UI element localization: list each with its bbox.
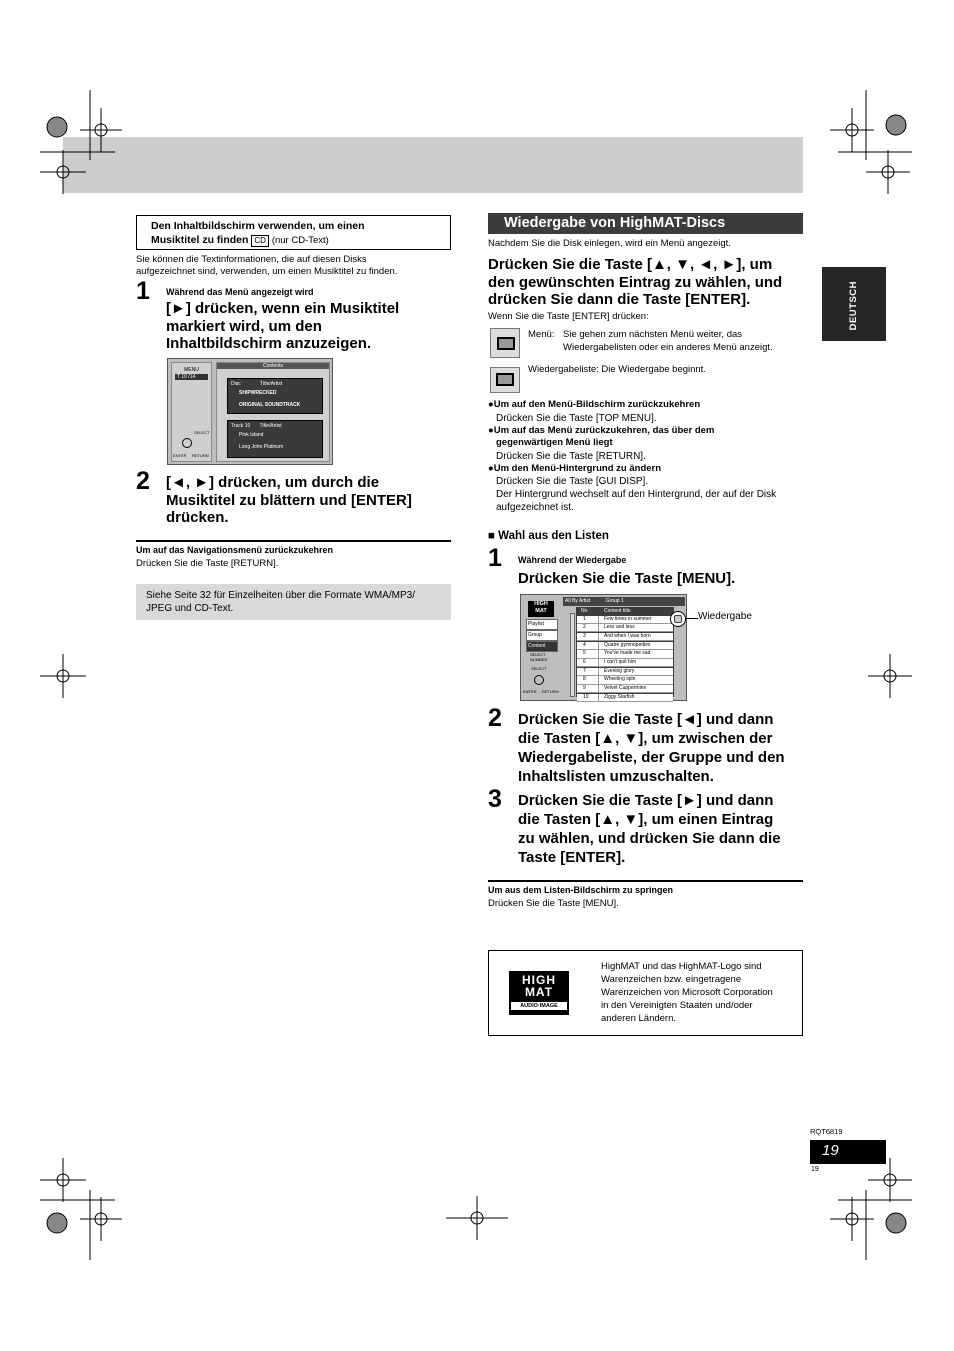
osd-breadcrumb xyxy=(563,597,685,606)
note-line: Siehe Seite 32 für Einzelheiten über die Formate WMA/MP3/ xyxy=(146,590,416,601)
header-bar xyxy=(63,137,803,193)
doc-code: RQT6819 xyxy=(810,1127,843,1136)
osd-list-header xyxy=(576,607,674,615)
playlist-icon xyxy=(490,367,520,393)
step2-title xyxy=(518,710,808,786)
main-instruction xyxy=(488,256,808,309)
step2-title xyxy=(166,474,456,527)
table-row xyxy=(577,633,673,641)
row-number: 5 xyxy=(577,650,599,657)
osd-select-label: SELECT xyxy=(194,430,210,435)
osd-main xyxy=(216,362,330,462)
osd-crumb: All By Artist xyxy=(565,598,591,604)
table-row xyxy=(577,624,673,632)
section-title: Wiedergabe von HighMAT-Discs xyxy=(488,213,803,234)
page-number-small: 19 xyxy=(811,1166,819,1173)
row-number: 4 xyxy=(577,642,599,649)
row-title: Velvet Cuppermine xyxy=(604,685,647,692)
osd-disc-label: Disc xyxy=(231,381,241,387)
table-row xyxy=(577,676,673,684)
divider xyxy=(136,540,451,542)
row-number: 9 xyxy=(577,685,599,692)
page-number: 19 xyxy=(810,1140,886,1164)
step-title-line: Inhaltslisten umzuschalten. xyxy=(518,768,714,785)
table-row xyxy=(577,694,673,702)
trademark-text xyxy=(601,960,797,1025)
cd-badge: CD xyxy=(251,235,269,247)
note-box xyxy=(136,584,451,620)
osd-disc-artist: ORIGINAL SOUNDTRACK xyxy=(239,402,301,408)
menu-icon xyxy=(490,328,520,358)
step-number: 1 xyxy=(488,544,502,572)
section-box-title xyxy=(136,215,451,250)
osd-title-artist: Title/Artist xyxy=(259,423,282,429)
row-title: Few times in summer xyxy=(604,615,652,622)
step-title-line: markiert wird, um den xyxy=(166,317,322,335)
bullet-title: ●Um auf das Menü zurückzukehren, das über dem xyxy=(488,424,715,436)
intro-line: aufgezeichnet sind, verwenden, um einen Musiktitel zu finden. xyxy=(136,266,398,277)
tip-title: Um auf das Navigationsmenü zurückzukehren xyxy=(136,545,334,555)
bullet-text: Drücken Sie die Taste [GUI DISP]. xyxy=(496,476,649,487)
step3-title xyxy=(518,791,808,867)
step-title-line: drücken. xyxy=(166,509,229,526)
tip-text: Drücken Sie die Taste [RETURN]. xyxy=(136,558,279,569)
step-title-line: Inhaltbildschirm anzuzeigen. xyxy=(166,335,372,352)
highmat-logo xyxy=(509,971,569,1015)
playlist-desc: Wiedergabeliste: Die Wiedergabe beginnt. xyxy=(528,364,706,375)
box-note: (nur CD-Text) xyxy=(271,235,329,246)
instruction-line: den gewünschten Eintrag zu wählen, und xyxy=(488,273,783,291)
bullet-title: gegenwärtigen Menü liegt xyxy=(496,437,613,448)
bullet-text: Der Hintergrund wechselt auf den Hintergrund, der auf der Disk xyxy=(496,489,777,500)
step-title-line: zu wählen, und drücken Sie dann die xyxy=(518,830,781,847)
note-line: JPEG und CD-Text. xyxy=(146,603,234,614)
osd-rows xyxy=(576,616,674,703)
step1-title xyxy=(166,300,456,353)
osd-track-panel xyxy=(227,420,323,458)
osd-select-pad-icon xyxy=(182,438,192,448)
step-title-line: Drücken Sie die Taste [►] und dann xyxy=(518,792,774,809)
osd-crumb: Group 1 xyxy=(605,598,624,604)
menu-desc xyxy=(563,329,808,354)
row-number: 7 xyxy=(577,668,599,675)
row-title: You've made me sad xyxy=(604,650,651,657)
osd-return-label: RETURN xyxy=(192,453,209,458)
divider xyxy=(488,880,803,882)
osd-logo-text: MAT xyxy=(535,608,547,614)
osd-logo-text: HIGH xyxy=(534,601,548,607)
logo-subtext: AUDIO·IMAGE xyxy=(511,1002,567,1010)
table-row xyxy=(577,642,673,650)
osd-sidebar xyxy=(171,362,212,462)
row-title: Less and less xyxy=(604,624,635,631)
osd-track-artist: Long John Platinum xyxy=(239,444,284,450)
box-title-line2: Musiktitel zu finden xyxy=(151,234,249,246)
osd-col-title: Content title xyxy=(604,608,631,614)
osd-return-label: RETURN xyxy=(542,689,559,694)
box-title-line1: Den Inhaltbildschirm verwenden, um einen xyxy=(151,220,365,232)
osd-disc-title: SHIPWRECKED xyxy=(239,390,277,396)
row-title: Ziggy Starfish xyxy=(604,693,635,700)
osd-title-artist: Title/Artist xyxy=(260,381,283,387)
lists-heading: ■ Wahl aus den Listen xyxy=(488,530,609,542)
menu-label: Menü: xyxy=(528,329,555,340)
language-tab xyxy=(822,267,886,341)
row-title: Quatre gymnopedies xyxy=(604,641,651,648)
step-number: 3 xyxy=(488,785,502,813)
row-number: 10 xyxy=(577,694,599,701)
osd-scrollbar xyxy=(570,613,575,697)
table-row xyxy=(577,668,673,676)
table-row xyxy=(577,650,673,658)
row-title: Evening glory xyxy=(604,667,635,674)
osd-tab-content: Content xyxy=(526,641,558,652)
bullet-list xyxy=(488,399,808,514)
osd-contents-title: Contents xyxy=(217,363,329,369)
osd-enter-label: ENTER xyxy=(523,689,537,694)
row-number: 1 xyxy=(577,616,599,623)
table-row xyxy=(577,616,673,624)
osd-highmat-logo xyxy=(528,601,554,617)
trademark-line: HighMAT und das HighMAT-Logo sind xyxy=(601,961,762,972)
step-title-line: [►] drücken, wenn ein Musiktitel xyxy=(166,300,400,317)
step-title-line: [◄, ►] drücken, um durch die xyxy=(166,474,380,491)
row-title: And when I was born xyxy=(604,632,651,639)
osd-tab-playlist: Playlist xyxy=(526,619,558,630)
bullet-title: ●Um den Menü-Hintergrund zu ändern xyxy=(488,462,662,474)
osd-track-label: T 10 /14 xyxy=(175,374,208,380)
language-tab-label: DEUTSCH xyxy=(848,281,859,331)
menu-desc-line: Wiedergabelisten oder ein anderes Menü anzeigt. xyxy=(563,341,773,353)
logo-text: HIGH xyxy=(522,973,556,987)
osd-select-pad-icon xyxy=(534,675,544,685)
table-row xyxy=(577,659,673,667)
tip-text: Drücken Sie die Taste [MENU]. xyxy=(488,898,619,909)
bullet-title: ●Um auf den Menü-Bildschirm zurückzukehren xyxy=(488,399,701,410)
logo-text: MAT xyxy=(524,985,554,999)
trademark-box xyxy=(488,950,803,1036)
play-indicator-icon xyxy=(670,611,686,627)
osd-disc-panel xyxy=(227,378,323,414)
step-title-line: die Tasten [▲, ▼], um zwischen der xyxy=(518,730,773,747)
row-number: 2 xyxy=(577,624,599,631)
osd-content-list xyxy=(576,607,674,700)
bullet-text: Drücken Sie die Taste [TOP MENU]. xyxy=(496,412,657,424)
row-title: Wheeling spin xyxy=(604,676,636,683)
step-title-line: Musiktitel zu blättern und [ENTER] xyxy=(166,491,412,509)
bullet-text: aufgezeichnet ist. xyxy=(496,502,574,513)
menu-desc-line: Sie gehen zum nächsten Menü weiter, das xyxy=(563,329,743,340)
step-subtitle: Während das Menü angezeigt wird xyxy=(166,287,314,297)
step-number: 1 xyxy=(136,277,150,305)
step-number: 2 xyxy=(136,467,150,495)
intro-text xyxy=(136,254,456,278)
osd-select-label: SELECT xyxy=(531,666,547,671)
enter-hint: Wenn Sie die Taste [ENTER] drücken: xyxy=(488,311,649,322)
callout-line xyxy=(686,618,698,619)
row-title: I can't quit him xyxy=(604,659,637,666)
right-intro: Nachdem Sie die Disk einlegen, wird ein Menü angezeigt. xyxy=(488,238,731,249)
intro-line: Sie können die Textinformationen, die auf diesen Disks xyxy=(136,254,367,265)
tip-title: Um aus dem Listen-Bildschirm zu springen xyxy=(488,885,674,895)
osd-enter-label: ENTER xyxy=(173,453,187,458)
wiedergabe-label: Wiedergabe xyxy=(698,611,752,622)
osd-select-number: SELECT NUMBER xyxy=(530,652,548,662)
highmat-list-screen xyxy=(520,594,687,701)
trademark-line: Warenzeichen von Microsoft Corporation xyxy=(601,987,773,998)
instruction-line: Drücken Sie die Taste [▲, ▼, ◄, ►], um xyxy=(488,256,773,273)
osd-col-no: No xyxy=(581,608,588,614)
table-row xyxy=(577,685,673,693)
step-title-line: Wiedergabeliste, der Gruppe und den xyxy=(518,749,785,766)
step-number: 2 xyxy=(488,704,502,732)
osd-track-title: Pink Island xyxy=(239,432,264,438)
osd-tab-group: Group xyxy=(526,630,558,641)
step-title-line: Taste [ENTER]. xyxy=(518,849,626,866)
instruction-line: drücken Sie dann die Taste [ENTER]. xyxy=(488,291,751,308)
step-subtitle: Während der Wiedergabe xyxy=(518,555,627,565)
osd-tabs xyxy=(526,619,558,652)
bullet-text: Drücken Sie die Taste [RETURN]. xyxy=(496,450,646,462)
trademark-line: in den Vereinigten Staaten und/oder xyxy=(601,1000,753,1011)
trademark-line: anderen Ländern. xyxy=(601,1013,677,1024)
step-title-line: die Tasten [▲, ▼], um einen Eintrag xyxy=(518,811,774,828)
osd-menu-label: MENU xyxy=(184,367,199,373)
contents-screen xyxy=(167,358,333,465)
step1-title: Drücken Sie die Taste [MENU]. xyxy=(518,570,736,587)
row-number: 6 xyxy=(577,659,599,666)
osd-track-num: Track 10 xyxy=(231,423,251,429)
step-title-line: Drücken Sie die Taste [◄] und dann xyxy=(518,711,774,728)
row-number: 8 xyxy=(577,676,599,683)
row-number: 3 xyxy=(577,633,599,640)
trademark-line: Warenzeichen bzw. eingetragene xyxy=(601,974,742,985)
